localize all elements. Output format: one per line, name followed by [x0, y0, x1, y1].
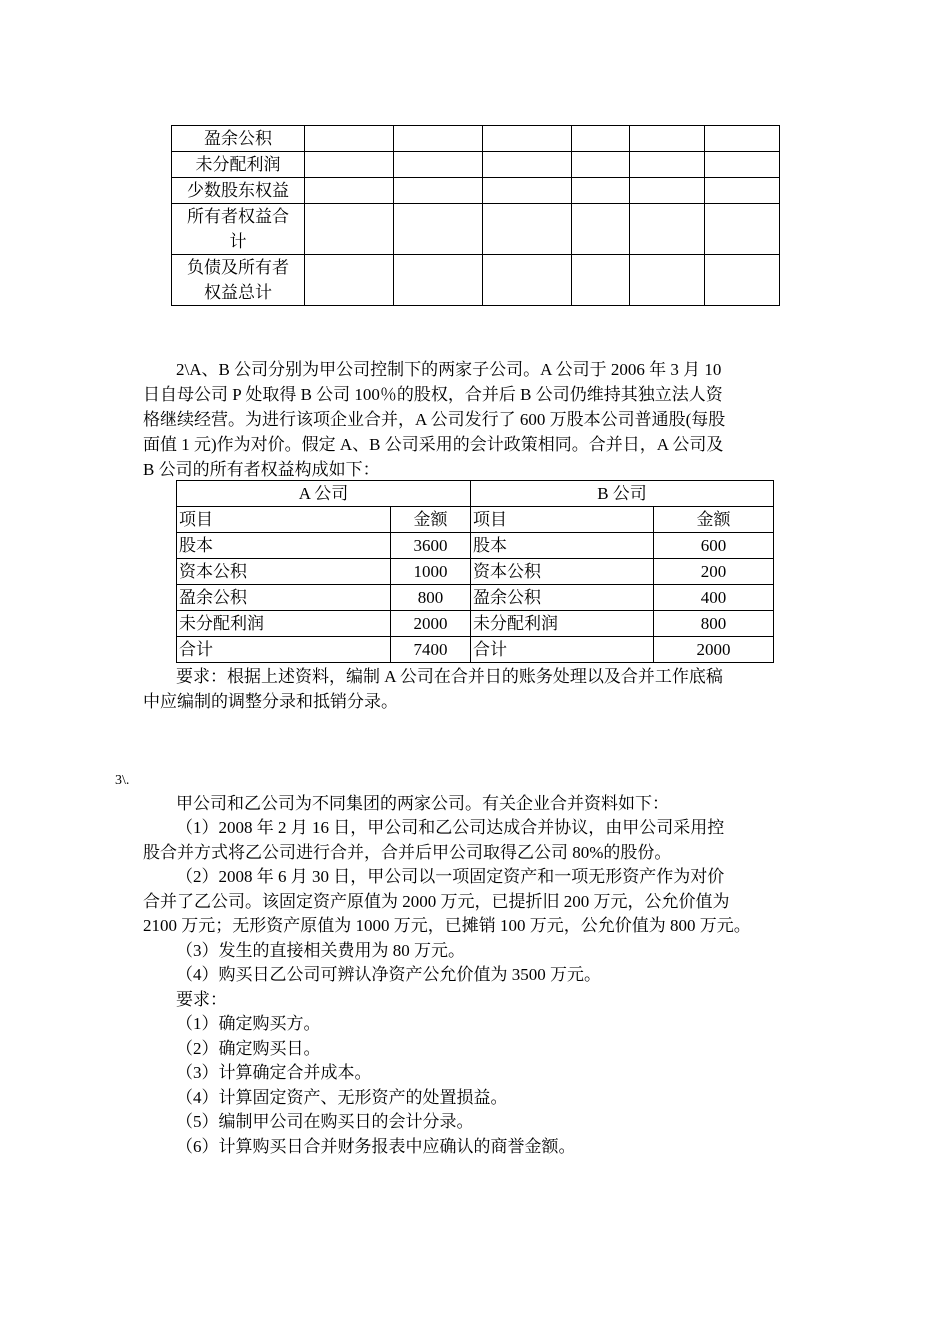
q3-line: （2）2008 年 6 月 30 日，甲公司以一项固定资产和一项无形资产作为对价 [176, 867, 725, 886]
q3-line: （2）确定购买日。 [176, 1039, 321, 1058]
q3-line: 要求： [176, 990, 227, 1009]
column-header: 金额 [391, 507, 471, 533]
item-cell: 未分配利润 [471, 611, 654, 637]
q3-line: （4）计算固定资产、无形资产的处置损益。 [176, 1088, 508, 1107]
equity-continuation-table [171, 125, 780, 306]
table-header-row [177, 481, 774, 507]
amount-cell: 800 [391, 585, 471, 611]
table-row [172, 255, 780, 306]
item-cell: 盈余公积 [471, 585, 654, 611]
amount-cell: 800 [654, 611, 774, 637]
q3-line: （3）发生的直接相关费用为 80 万元。 [176, 941, 465, 960]
q3-line: 合并了乙公司。该固定资产原值为 2000 万元，已提折旧 200 万元，公允价值为 [143, 892, 730, 911]
item-cell: 合计 [471, 637, 654, 663]
row-label: 未分配利润 [172, 152, 305, 178]
q3-line: （1）确定购买方。 [176, 1014, 321, 1033]
item-cell: 盈余公积 [177, 585, 391, 611]
table-row [172, 178, 780, 204]
equity-composition-table [176, 480, 774, 663]
item-cell: 未分配利润 [177, 611, 391, 637]
q2-requirement-line: 中应编制的调整分录和抵销分录。 [143, 692, 398, 711]
row-label: 负债及所有者权益总计 [172, 255, 305, 306]
item-cell: 资本公积 [471, 559, 654, 585]
question-3-number: 3\. [115, 773, 130, 788]
table-row [177, 585, 774, 611]
amount-cell: 400 [654, 585, 774, 611]
q3-line: （1）2008 年 2 月 16 日，甲公司和乙公司达成合并协议，由甲公司采用控 [176, 818, 725, 837]
q2-line: 2\A、B 公司分别为甲公司控制下的两家子公司。A 公司于 2006 年 3 月 10 [176, 360, 722, 379]
q2-line: 格继续经营。为进行该项企业合并，A 公司发行了 600 万股本公司普通股(每股 [143, 410, 726, 429]
q2-line: 面值 1 元)作为对价。假定 A、B 公司采用的会计政策相同。合并日，A 公司及 [143, 435, 724, 454]
q3-line: （4）购买日乙公司可辨认净资产公允价值为 3500 万元。 [176, 965, 601, 984]
row-label: 少数股东权益 [172, 178, 305, 204]
column-header: 金额 [654, 507, 774, 533]
q3-line: （5）编制甲公司在购买日的会计分录。 [176, 1112, 474, 1131]
table-row [172, 126, 780, 152]
amount-cell: 2000 [391, 611, 471, 637]
table-row [172, 152, 780, 178]
q2-requirement-line: 要求：根据上述资料，编制 A 公司在合并日的账务处理以及合并工作底稿 [176, 667, 723, 686]
q2-line: B 公司的所有者权益构成如下： [143, 460, 380, 479]
company-b-header: B 公司 [471, 481, 774, 507]
q3-line: （6）计算购买日合并财务报表中应确认的商誉金额。 [176, 1137, 576, 1156]
item-cell: 资本公积 [177, 559, 391, 585]
q3-line: 甲公司和乙公司为不同集团的两家公司。有关企业合并资料如下： [176, 794, 669, 813]
table-row [177, 637, 774, 663]
table-row [177, 611, 774, 637]
q2-line: 日自母公司 P 处取得 B 公司 100％的股权，合并后 B 公司仍维持其独立法人资 [143, 385, 723, 404]
amount-cell: 3600 [391, 533, 471, 559]
table-row [177, 533, 774, 559]
column-header: 项目 [471, 507, 654, 533]
table-row [177, 559, 774, 585]
amount-cell: 200 [654, 559, 774, 585]
q3-line: 股合并方式将乙公司进行合并，合并后甲公司取得乙公司 80%的股份。 [143, 843, 672, 862]
amount-cell: 600 [654, 533, 774, 559]
row-label: 盈余公积 [172, 126, 305, 152]
q3-line: （3）计算确定合并成本。 [176, 1063, 372, 1082]
table-subheader-row [177, 507, 774, 533]
amount-cell: 1000 [391, 559, 471, 585]
table-row [172, 204, 780, 255]
column-header: 项目 [177, 507, 391, 533]
amount-cell: 7400 [391, 637, 471, 663]
item-cell: 股本 [471, 533, 654, 559]
item-cell: 股本 [177, 533, 391, 559]
q3-line: 2100 万元；无形资产原值为 1000 万元，已摊销 100 万元，公允价值为 800 万元。 [143, 916, 751, 935]
item-cell: 合计 [177, 637, 391, 663]
amount-cell: 2000 [654, 637, 774, 663]
company-a-header: A 公司 [177, 481, 471, 507]
row-label: 所有者权益合计 [172, 204, 305, 255]
